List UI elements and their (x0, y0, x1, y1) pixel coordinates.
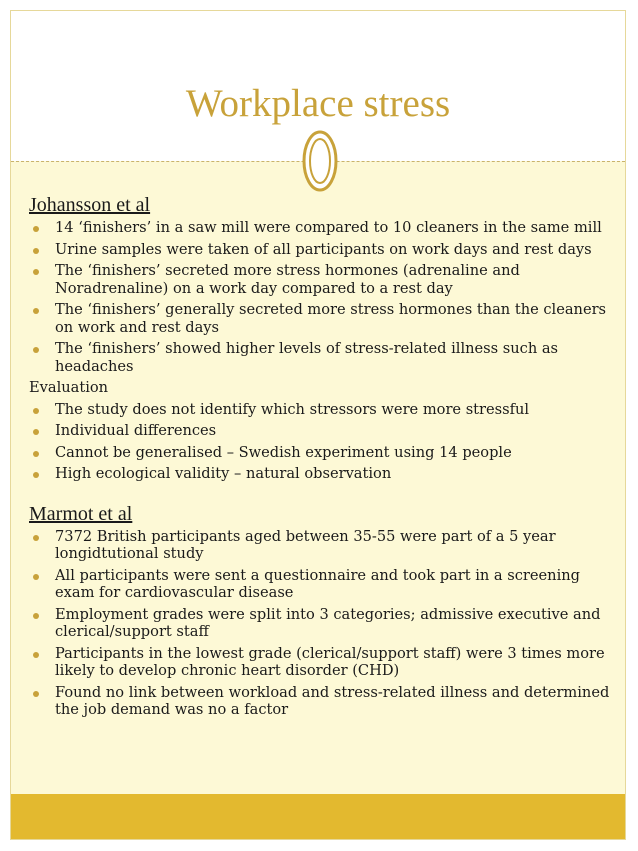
list-item-text: Participants in the lowest grade (clerical/support staff) were 3 times more likely to develop chronic heart disorder (CHD) (55, 644, 605, 679)
list-item (29, 684, 615, 719)
list-item (29, 606, 615, 641)
list-item-text: Individual differences (55, 422, 217, 439)
bullet-dot-icon (33, 451, 39, 457)
list-item (29, 262, 615, 297)
bullet-dot-icon (33, 613, 39, 619)
list-item (29, 528, 615, 563)
list-item (29, 219, 615, 237)
footer-bar (11, 794, 625, 839)
evaluation-list (29, 401, 615, 483)
bullet-dot-icon (33, 691, 39, 697)
section-heading-marmot: Marmot et al (29, 502, 133, 525)
list-item-text: The study does not identify which stressors were more stressful (55, 400, 530, 418)
bullet-dot-icon (33, 652, 39, 658)
bullet-dot-icon (33, 347, 39, 353)
list-item-text: Urine samples were taken of all participants on work days and rest days (55, 240, 592, 258)
list-item-text: All participants were sent a questionnaire and took part in a screening exam for cardiovascular disease (55, 566, 580, 601)
list-item-text: 14 ‘finishers’ in a saw mill were compared to 10 cleaners in the same mill (55, 219, 602, 236)
oval-ring-ornament-icon (301, 129, 339, 193)
section-heading-johansson: Johansson et al (29, 194, 151, 216)
johansson-list (29, 219, 615, 375)
list-item (29, 301, 615, 336)
list-item-text: The ‘finishers’ showed higher levels of stress-related illness such as headaches (55, 340, 559, 375)
slide (10, 10, 626, 840)
list-item-text: Employment grades were split into 3 categories; admissive executive and clerical/support staff (55, 605, 601, 640)
evaluation-label: Evaluation (29, 379, 109, 396)
slide-content (29, 193, 615, 723)
bullet-dot-icon (33, 226, 39, 232)
list-item (29, 241, 615, 259)
bullet-dot-icon (33, 535, 39, 541)
list-item (29, 567, 615, 602)
bullet-dot-icon (33, 574, 39, 580)
bullet-dot-icon (33, 408, 39, 414)
bullet-dot-icon (33, 308, 39, 314)
list-item-text: The ‘finishers’ secreted more stress hormones (adrenaline and Noradrenaline) on a work day compared to a rest day (55, 262, 520, 297)
bullet-dot-icon (33, 269, 39, 275)
list-item (29, 465, 615, 483)
bullet-dot-icon (33, 472, 39, 478)
list-item (29, 444, 615, 462)
slide-title: Workplace stress (185, 82, 451, 125)
list-item (29, 645, 615, 680)
bullet-dot-icon (33, 429, 39, 435)
list-item-text: Cannot be generalised – Swedish experiment using 14 people (55, 443, 512, 461)
list-item-text: 7372 British participants aged between 35-55 were part of a 5 year longidtutional study (55, 527, 556, 562)
bullet-dot-icon (33, 248, 39, 254)
list-item (29, 340, 615, 375)
marmot-list (29, 528, 615, 719)
list-item-text: High ecological validity – natural observation (55, 465, 392, 482)
list-item (29, 422, 615, 440)
list-item-text: The ‘finishers’ generally secreted more stress hormones than the cleaners on work and rest days (55, 301, 607, 336)
list-item (29, 401, 615, 419)
list-item-text: Found no link between workload and stress-related illness and determined the job demand was no a factor (55, 683, 610, 718)
